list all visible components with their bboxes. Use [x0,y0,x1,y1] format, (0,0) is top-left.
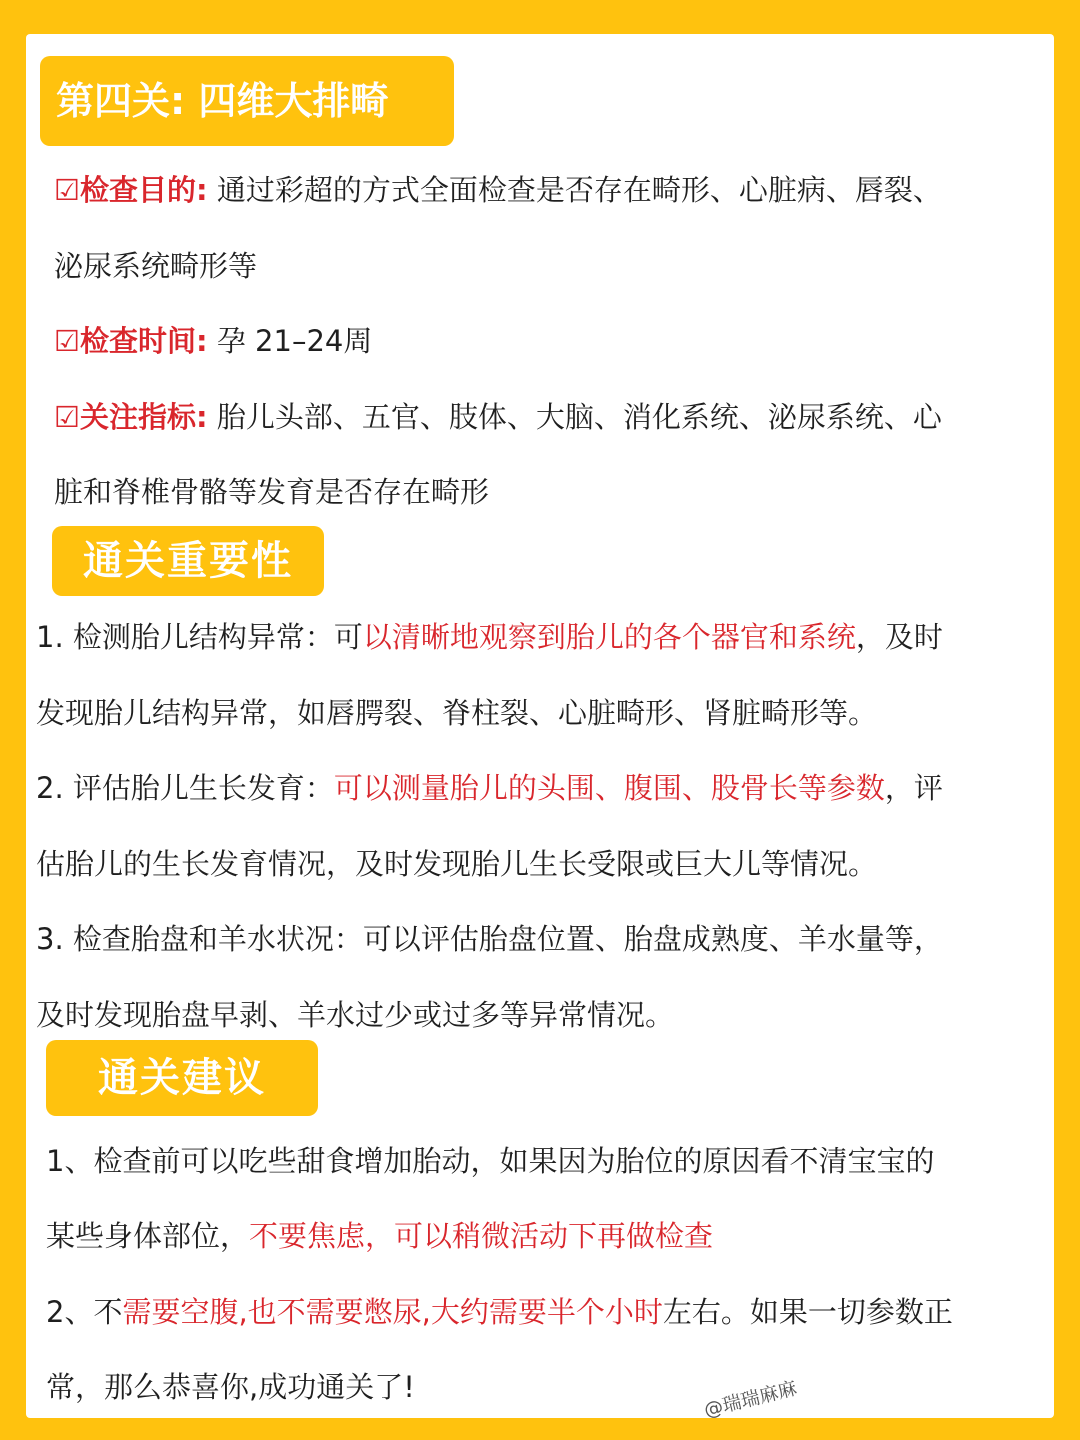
importance-item-1-line-1 [36,617,943,657]
importance-heading: 通关重要性 [52,526,324,596]
advice-item-1-line-2 [46,1216,713,1256]
importance-item-1-highlight: 以清晰地观察到胎儿的各个器官和系统 [362,620,856,654]
content-card [26,34,1054,1418]
importance-item-1-line-2: 发现胎儿结构异常，如唇腭裂、脊柱裂、心脏畸形、肾脏畸形等。 [36,696,878,730]
time-text: 孕 21–24周 [207,324,373,358]
advice-item-2-line-2: 常，那么恭喜你,成功通关了! [46,1370,415,1404]
importance-item-2-highlight: 可以测量胎儿的头围、腹围、股骨长等参数 [333,771,885,805]
focus-label: ☑关注指标: [54,400,208,434]
time-line [54,321,372,361]
advice-item-1-line-1: 1、检查前可以吃些甜食增加胎动，如果因为胎位的原因看不清宝宝的 [46,1144,935,1178]
advice-item-2-highlight: 需要空腹,也不需要憋尿,大约需要半个小时 [122,1295,663,1329]
advice-item-1-text-a: 某些身体部位， [46,1219,250,1253]
focus-line-2: 脏和脊椎骨骼等发育是否存在畸形 [54,475,490,509]
importance-item-2-text-b: ，评 [884,771,943,805]
purpose-line-2: 泌尿系统畸形等 [54,249,258,283]
advice-heading: 通关建议 [46,1040,318,1116]
advice-item-2-line-1 [46,1292,953,1332]
author-watermark: @瑞瑞麻麻 [701,1377,800,1422]
focus-line-1 [54,397,942,437]
importance-item-2-line-1 [36,768,943,808]
advice-item-1-highlight: 不要焦虑，可以稍微活动下再做检查 [249,1219,714,1253]
importance-item-2-line-2: 估胎儿的生长发育情况，及时发现胎儿生长受限或巨大儿等情况。 [36,847,878,881]
time-label: ☑检查时间: [54,324,208,358]
advice-item-2-text-a: 2、不 [46,1295,123,1329]
focus-text-1: 胎儿头部、五官、肢体、大脑、消化系统、泌尿系统、心 [207,400,942,434]
title-banner: 第四关: 四维大排畸 [40,56,454,146]
importance-item-1-text-b: ，及时 [855,620,943,654]
importance-item-1-text-a: 1. 检测胎儿结构异常：可 [36,620,363,654]
purpose-label: ☑检查目的: [54,173,208,207]
purpose-text-1: 通过彩超的方式全面检查是否存在畸形、心脏病、唇裂、 [207,173,942,207]
importance-item-3-line-1: 3. 检查胎盘和羊水状况：可以评估胎盘位置、胎盘成熟度、羊水量等， [36,922,943,956]
advice-item-2-text-b: 左右。如果一切参数正 [662,1295,953,1329]
purpose-line-1 [54,170,942,210]
importance-item-2-text-a: 2. 评估胎儿生长发育： [36,771,334,805]
importance-item-3-line-2: 及时发现胎盘早剥、羊水过少或过多等异常情况。 [36,998,675,1032]
